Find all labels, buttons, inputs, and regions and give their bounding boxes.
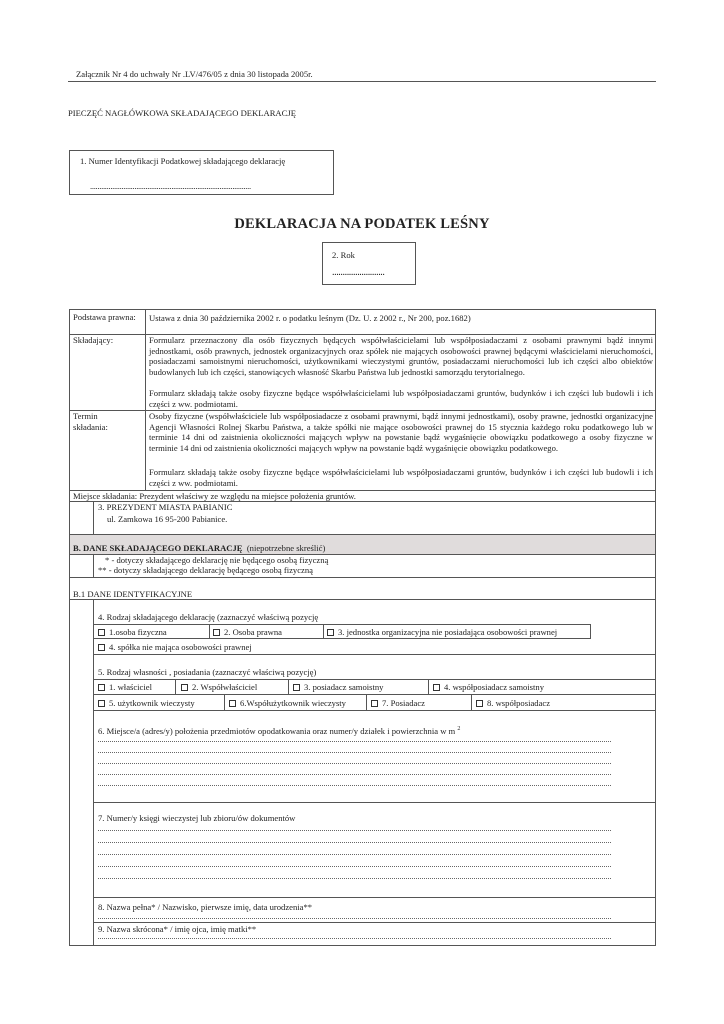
checkbox[interactable] bbox=[229, 700, 236, 707]
deadline-text-2: Formularz składają także osoby fizyczne będące współwłaścicielami lub współposiadaczami gruntów, budynków i ich części lub budowli i ich części z ww. podmiotami. bbox=[149, 467, 653, 488]
q7-line[interactable] bbox=[98, 830, 611, 831]
nip-label: 1. Numer Identyfikacji Podatkowej składającego deklarację bbox=[80, 156, 286, 166]
q5-option-3[interactable] bbox=[293, 682, 383, 693]
section-b-note: (niepotrzebne skreślić) bbox=[246, 543, 326, 553]
q4-option-2[interactable] bbox=[213, 627, 282, 638]
q5-option-2[interactable] bbox=[181, 682, 257, 693]
cell-divider bbox=[471, 694, 472, 710]
nip-box[interactable] bbox=[69, 150, 334, 195]
q6-line[interactable] bbox=[98, 741, 611, 742]
cell-divider bbox=[323, 624, 324, 638]
checkbox[interactable] bbox=[181, 684, 188, 691]
q5-label: 5. Rodzaj własności , posiadania (zaznaczyć właściwą pozycję) bbox=[98, 667, 317, 677]
recipient-line1: 3. PREZYDENT MIASTA PABIANIC bbox=[98, 502, 233, 512]
q7-line[interactable] bbox=[98, 854, 611, 855]
q4-option-1[interactable] bbox=[98, 627, 167, 638]
checkbox[interactable] bbox=[98, 700, 105, 707]
row-divider bbox=[93, 922, 656, 923]
year-box[interactable] bbox=[322, 242, 416, 285]
q6-line[interactable] bbox=[98, 763, 611, 764]
q4-option-3[interactable] bbox=[327, 627, 557, 638]
q7-label: 7. Numer/y księgi wieczystej lub zbioru/ów dokumentów bbox=[98, 813, 296, 823]
filer-text-2: Formularz składają także osoby fizyczne będące współwłaścicielami lub współposiadaczami gruntów, budynków i ich części lub budowli i ich części z ww. podmiotami. bbox=[149, 388, 653, 409]
year-dots: ......................... bbox=[332, 267, 385, 278]
q4-option-4-label: 4. spółka nie mająca osobowości prawnej bbox=[109, 642, 252, 652]
q4-option-4[interactable] bbox=[98, 642, 252, 653]
legal-basis-text: Ustawa z dnia 30 października 2002 r. o podatku leśnym (Dz. U. z 2002 r., Nr 200, poz.1682) bbox=[149, 313, 471, 323]
page-title: DEKLARACJA NA PODATEK LEŚNY bbox=[234, 216, 490, 232]
footnote-1: * - dotyczy składającego deklarację nie będącego osobą fizyczną bbox=[105, 555, 329, 565]
footnote-2: ** - dotyczy składającego deklarację będącego osobą fizyczną bbox=[98, 565, 313, 575]
q5-option-2-label: 2. Współwłaściciel bbox=[192, 682, 258, 692]
indent-divider bbox=[93, 554, 94, 577]
filer-label: Składający: bbox=[73, 335, 114, 345]
legal-basis-label: Podstawa prawna: bbox=[73, 312, 136, 322]
indent-divider bbox=[93, 599, 94, 946]
q6-label: 6. Miejsce/a (adres/y) położenia przedmiotów opodatkowania oraz numer/y działek i powierzchnia w m bbox=[98, 725, 456, 736]
row-divider bbox=[93, 638, 591, 639]
stamp-label: PIECZĘĆ NAGŁÓWKOWA SKŁADAJĄCEGO DEKLARACJĘ bbox=[68, 108, 296, 118]
cell-divider bbox=[224, 694, 225, 710]
cell-divider bbox=[366, 694, 367, 710]
q6-sup: 2 bbox=[457, 726, 461, 732]
q4-option-1-label: 1.osoba fizyczna bbox=[109, 627, 167, 637]
q6-line[interactable] bbox=[98, 785, 611, 786]
section-b-title: B. DANE SKŁADAJĄCEGO DEKLARACJĘ bbox=[73, 543, 243, 553]
q5-option-4-label: 4. współposiadacz samoistny bbox=[444, 682, 545, 692]
q9-line[interactable] bbox=[98, 938, 611, 939]
checkbox[interactable] bbox=[433, 684, 440, 691]
q5-option-8[interactable] bbox=[476, 698, 550, 709]
header-rule bbox=[68, 81, 656, 82]
q4-option-2-label: 2. Osoba prawna bbox=[224, 627, 282, 637]
q9-label: 9. Nazwa skrócona* / imię ojca, imię matki** bbox=[98, 924, 257, 934]
q5-option-5[interactable] bbox=[98, 698, 195, 709]
q7-line[interactable] bbox=[98, 866, 611, 867]
cell-divider bbox=[590, 624, 591, 638]
row-divider bbox=[93, 654, 656, 655]
q6-line[interactable] bbox=[98, 774, 611, 775]
row-divider bbox=[69, 599, 656, 600]
q5-option-5-label: 5. użytkownik wieczysty bbox=[109, 698, 195, 708]
row-divider bbox=[93, 897, 656, 898]
section-b-header bbox=[73, 543, 325, 554]
recipient-line2: ul. Zamkowa 16 95-200 Pabianice. bbox=[107, 514, 228, 524]
checkbox[interactable] bbox=[327, 629, 334, 636]
q5-option-3-label: 3. posiadacz samoistny bbox=[304, 682, 384, 692]
q4-option-3-label: 3. jednostka organizacyjna nie posiadająca osobowości prawnej bbox=[338, 627, 558, 637]
q5-option-7-label: 7. Posiadacz bbox=[382, 698, 425, 708]
q7-line[interactable] bbox=[98, 842, 611, 843]
q5-option-6-label: 6.Współużytkownik wieczysty bbox=[240, 698, 346, 708]
q5-option-8-label: 8. współposiadacz bbox=[487, 698, 551, 708]
row-divider bbox=[93, 802, 656, 803]
deadline-label-1: Termin bbox=[73, 411, 98, 421]
cell-divider bbox=[209, 624, 210, 638]
q5-option-4[interactable] bbox=[433, 682, 544, 693]
checkbox[interactable] bbox=[371, 700, 378, 707]
checkbox[interactable] bbox=[98, 629, 105, 636]
year-label: 2. Rok bbox=[332, 250, 355, 260]
q6-label-wrap bbox=[98, 724, 460, 736]
q5-option-6[interactable] bbox=[229, 698, 346, 709]
q8-label: 8. Nazwa pełna* / Nazwisko, pierwsze imię, data urodzenia** bbox=[98, 902, 313, 912]
q5-option-1-label: 1. właściciel bbox=[109, 682, 152, 692]
q6-line[interactable] bbox=[98, 752, 611, 753]
checkbox[interactable] bbox=[476, 700, 483, 707]
checkbox[interactable] bbox=[98, 684, 105, 691]
q4-label: 4. Rodzaj składającego deklarację (zaznaczyć właściwą pozycję bbox=[98, 612, 319, 622]
checkbox[interactable] bbox=[98, 644, 105, 651]
cell-divider bbox=[175, 679, 176, 694]
row-divider bbox=[69, 577, 656, 578]
row-divider bbox=[93, 679, 656, 680]
deadline-label-2: składania: bbox=[73, 422, 108, 432]
cell-divider bbox=[288, 679, 289, 694]
filer-text-1: Formularz przeznaczony dla osób fizycznych będących współwłaścicielami lub współposiadaczami z osobami prawnymi bądź innymi jednostkami, osób prawnych, jednostek organizacyjnych oraz spółek nie mających osobowości prawnej będącymi właścicielami nieruchomości, posiadaczami samoistnymi nieruchomości, użytkownikami wieczystymi gruntów, posiadaczami nieruchomości lub ich części albo obiektów budowlanych lub ich części, stanowiących własność Skarbu Państwa lub jednostki samorządu terytorialnego. bbox=[149, 335, 653, 377]
cell-divider bbox=[428, 679, 429, 694]
row-divider bbox=[93, 694, 656, 695]
checkbox[interactable] bbox=[293, 684, 300, 691]
checkbox[interactable] bbox=[213, 629, 220, 636]
place-text: Miejsce składania: Prezydent właściwy ze względu na miejsce położenia gruntów. bbox=[73, 491, 356, 501]
q7-line[interactable] bbox=[98, 878, 611, 879]
nip-dots: ....................................................................................... bbox=[90, 181, 251, 191]
q8-line[interactable] bbox=[98, 918, 611, 919]
row-divider bbox=[93, 624, 591, 625]
label-column-divider bbox=[145, 309, 146, 490]
q5-option-1[interactable] bbox=[98, 682, 152, 693]
row-divider bbox=[69, 534, 656, 535]
q5-option-7[interactable] bbox=[371, 698, 425, 709]
annex-note: Załącznik Nr 4 do uchwały Nr .LV/476/05 z dnia 30 listopada 2005r. bbox=[76, 69, 313, 79]
deadline-text-1: Osoby fizyczne (współwłaściciele lub współposiadacze z osobami prawnymi, bądź innymi jednostkami), osoby prawne, jednostki organizacyjne Agencji Własności Rolnej Skarbu Państwa, a także spółki nie mające osobowości prawnej do 15 stycznia każdego roku podatkowego lub w terminie 14 dni od zaistnienia okoliczności mających wpływ na powstanie bądź wygaśnięcie obowiązku podatkowego a osoby fizyczne w terminie 14 dni od zaistnienia okoliczności mających wpływ na powstanie bądź wygaśnięcie obowiązku podatkowego. bbox=[149, 411, 653, 453]
section-b1-title: B.1 DANE IDENTYFIKACYJNE bbox=[73, 589, 193, 599]
row-divider bbox=[93, 710, 656, 711]
